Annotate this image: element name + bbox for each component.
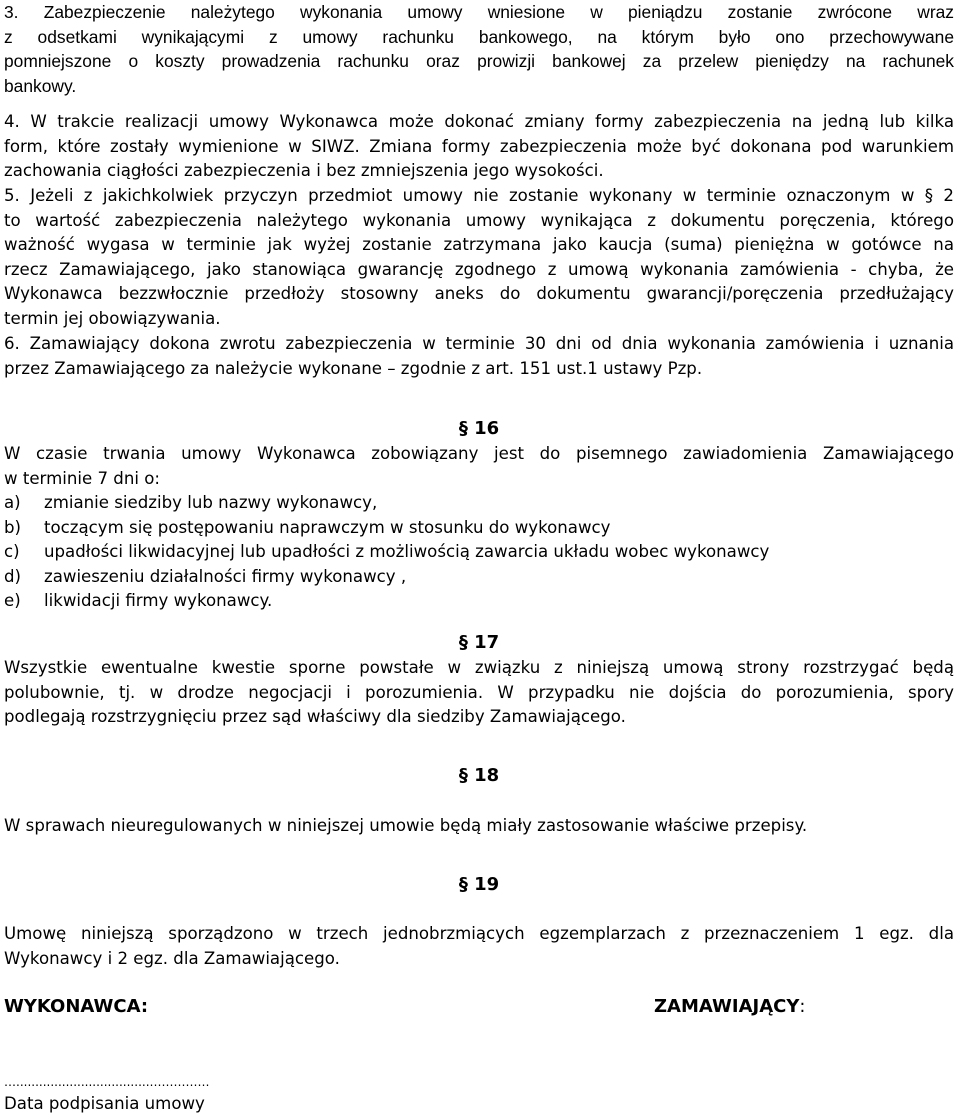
paragraph-line: podlegają rozstrzygnięciu przez sąd właściwy dla siedziby Zamawiającego. [4, 707, 626, 726]
paragraph-line: form, które zostały wymienione w SIWZ. Zmiana formy zabezpieczenia może być dokonana pod warunkiem [4, 136, 954, 156]
paragraph-line: W czasie trwania umowy Wykonawca zobowiązany jest do pisemnego zawiadomienia Zamawiającego [4, 444, 954, 463]
paragraph-6 [4, 332, 954, 381]
paragraph-line: przez Zamawiającego za należycie wykonane – zgodnie z art. 151 ust.1 ustawy Pzp. [4, 358, 703, 378]
paragraph-line: 3. Zabezpieczenie należytego wykonania umowy wniesione w pieniądzu zostanie zwrócone wraz [4, 2, 954, 22]
section-16-body [4, 442, 954, 491]
list-item-key: b) [4, 517, 22, 537]
paragraph-line: bankowy. [4, 75, 77, 96]
paragraph-4 [4, 110, 954, 184]
signing-date-label: Data podpisania umowy [4, 1094, 205, 1113]
paragraph-line: rzecz Zamawiającego, jako stanowiąca gwarancję zgodnego z umową wykonania zamówienia - chyba, że [4, 259, 954, 279]
section-heading-16: § 16 [458, 418, 500, 439]
list-item-text: likwidacji firmy wykonawcy. [44, 591, 273, 610]
list-item-text: upadłości likwidacyjnej lub upadłości z możliwością zawarcia układu wobec wykonawcy [44, 542, 770, 561]
paragraph-5 [4, 184, 954, 331]
list-item [4, 516, 954, 541]
section-18-body [4, 814, 954, 839]
list-item-key: a) [4, 493, 21, 512]
list-item-key: d) [4, 566, 22, 586]
list-item-text: zawieszeniu działalności firmy wykonawcy , [44, 566, 407, 586]
list-item [4, 589, 954, 614]
contractor-signature-label: WYKONAWCA: [4, 996, 149, 1017]
paragraph-line: W sprawach nieuregulowanych w niniejszej umowie będą miały zastosowanie właściwe przepisy. [4, 816, 808, 835]
paragraph-line: to wartość zabezpieczenia należytego wykonania umowy wynikająca z dokumentu poręczenia, którego [4, 210, 954, 230]
employer-label-colon: : [799, 996, 806, 1017]
paragraph-line: w terminie 7 dni o: [4, 468, 160, 488]
paragraph-line: z odsetkami wynikającymi z umowy rachunku bankowego, na którym było ono przechowywane [4, 26, 954, 47]
list-item-key: c) [4, 542, 20, 561]
paragraph-3 [4, 0, 954, 98]
section-heading-17: § 17 [458, 632, 500, 653]
section-16-list [4, 491, 954, 614]
paragraph-line: polubownie, tj. w drodze negocjacji i porozumienia. W przypadku nie dojścia do porozumienia, spory [4, 682, 954, 702]
paragraph-line: Wykonawca bezzwłocznie przedłoży stosowny aneks do dokumentu gwarancji/poręczenia przedłużający [4, 284, 954, 303]
list-item-text: toczącym się postępowaniu naprawczym w stosunku do wykonawcy [44, 517, 611, 537]
list-item [4, 565, 954, 590]
paragraph-line: ważność wygasa w terminie jak wyżej zostanie zatrzymana jako kaucja (suma) pieniężna w gotówce na [4, 235, 954, 254]
employer-label-text: ZAMAWIAJĄCY [654, 996, 800, 1017]
paragraph-line: Umowę niniejszą sporządzono w trzech jednobrzmiących egzemplarzach z przeznaczeniem 1 egz. dla [4, 924, 954, 943]
list-item [4, 491, 954, 516]
paragraph-line: termin jej obowiązywania. [4, 308, 221, 328]
paragraph-line: 6. Zamawiający dokona zwrotu zabezpieczenia w terminie 30 dni od dnia wykonania zamówienia i uznania [4, 334, 954, 353]
list-item-key: e) [4, 591, 21, 610]
section-19-body [4, 922, 954, 971]
list-item-text: zmianie siedziby lub nazwy wykonawcy, [44, 493, 378, 512]
paragraph-line: zachowania ciągłości zabezpieczenia i bez zmniejszenia jego wysokości. [4, 161, 604, 180]
paragraph-line: Wszystkie ewentualne kwestie sporne powstałe w związku z niniejszą umową strony rozstrzygać będą [4, 658, 954, 677]
section-heading-19: § 19 [458, 874, 500, 895]
signature-dotted-line: …...................................…………… [4, 1075, 210, 1089]
paragraph-line: pomniejszone o koszty prowadzenia rachunku oraz prowizji bankowej za przelew pieniędzy na rachunek [4, 51, 954, 71]
paragraph-line: 4. W trakcie realizacji umowy Wykonawca może dokonać zmiany formy zabezpieczenia na jedną lub kilka [4, 112, 954, 131]
paragraph-line: Wykonawcy i 2 egz. dla Zamawiającego. [4, 948, 340, 968]
list-item [4, 540, 954, 565]
paragraph-line: 5. Jeżeli z jakichkolwiek przyczyn przedmiot umowy nie zostanie wykonany w terminie oznaczonym w § 2 [4, 186, 954, 205]
section-17-body [4, 656, 954, 730]
section-heading-18: § 18 [458, 765, 500, 786]
employer-signature-label [654, 996, 805, 1017]
